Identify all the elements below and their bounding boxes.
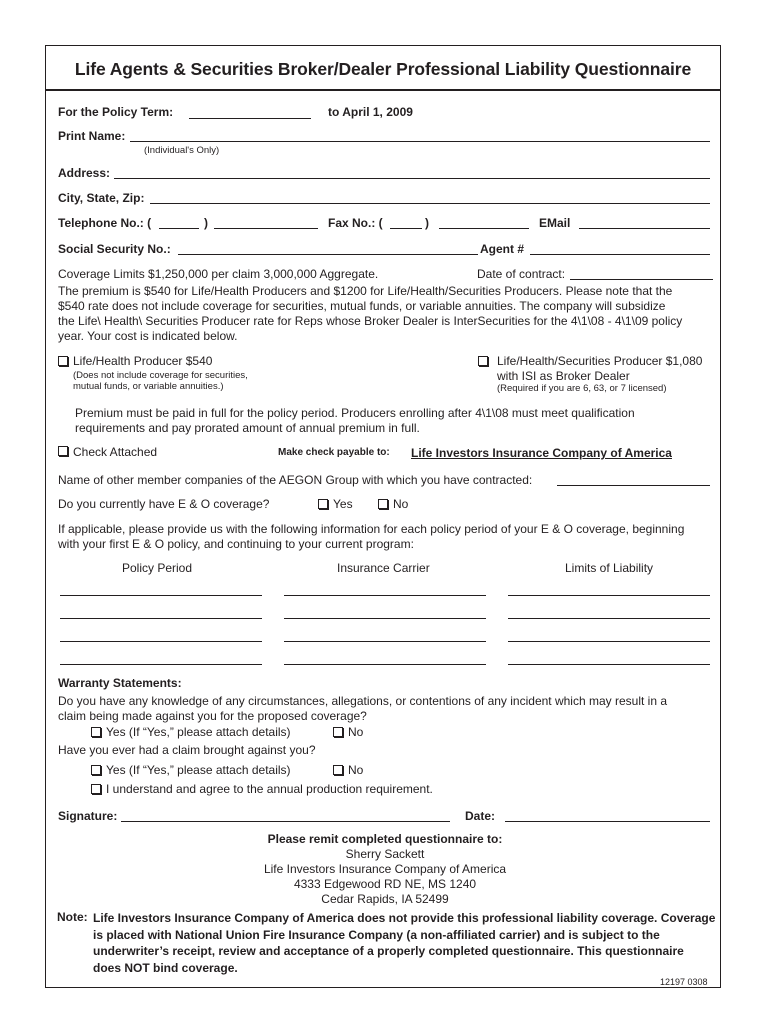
signature-label: Signature: (58, 809, 118, 823)
telephone-area-input[interactable] (159, 228, 199, 229)
payable-label: Make check payable to: (278, 447, 390, 458)
eo-instructions (58, 522, 718, 552)
limits-input[interactable] (508, 595, 710, 596)
remit-company: Life Investors Insurance Company of America (263, 862, 507, 876)
column-limits: Limits of Liability (565, 561, 654, 575)
premium-line: year. Your cost is indicated below. (58, 329, 238, 343)
column-policy-period: Policy Period (122, 561, 193, 575)
carrier-input[interactable] (284, 664, 486, 665)
address-label: Address: (58, 166, 111, 180)
note-label: Note: (57, 910, 88, 924)
securities-checkbox[interactable] (478, 356, 488, 366)
email-input[interactable] (579, 228, 710, 229)
note-line: Life Investors Insurance Company of America does not provide this professional liability coverage. Coverage (93, 911, 716, 925)
q1-no-label: No (348, 725, 364, 739)
print-name-label: Print Name: (58, 129, 126, 143)
form-number: 12197 0308 (660, 977, 708, 987)
remit-address (0, 847, 770, 907)
carrier-input[interactable] (284, 641, 486, 642)
email-label: EMail (539, 216, 571, 230)
life-health-note: (Does not include coverage for securities, (73, 370, 248, 381)
premium-line: $540 rate does not include coverage for securities, mutual funds, or variable annuities. The company will subsidize (58, 299, 666, 313)
q2-yes-label: Yes (If “Yes,” please attach details) (106, 763, 291, 777)
warranty-q1-line: Do you have any knowledge of any circumstances, allegations, or contentions of any incident which may result in a (58, 694, 667, 708)
carrier-input[interactable] (284, 595, 486, 596)
aegon-question: Name of other member companies of the AEGON Group with which you have contracted: (58, 473, 533, 487)
securities-label: Life/Health/Securities Producer $1,080 (497, 354, 703, 368)
q2-yes-checkbox[interactable] (91, 765, 101, 775)
remit-name: Sherry Sackett (345, 847, 425, 861)
warranty-q1-line: claim being made against you for the proposed coverage? (58, 709, 367, 723)
policy-term-label: For the Policy Term: (58, 105, 174, 119)
telephone-label: Telephone No.: ( (58, 216, 152, 230)
note-text (93, 910, 718, 976)
note-line: underwriter’s receipt, review and acceptance of a properly completed questionnaire. This questionnaire (93, 944, 684, 958)
city-input[interactable] (150, 203, 710, 204)
title-bar (46, 46, 720, 91)
agent-label: Agent # (480, 242, 525, 256)
life-health-checkbox[interactable] (58, 356, 68, 366)
date-of-contract-label: Date of contract: (477, 267, 566, 281)
aegon-input[interactable] (557, 485, 710, 486)
policy-period-input[interactable] (60, 641, 262, 642)
q1-no-checkbox[interactable] (333, 727, 343, 737)
premium-notice (75, 406, 715, 436)
life-health-label: Life/Health Producer $540 (73, 354, 213, 368)
agree-checkbox[interactable] (91, 784, 101, 794)
limits-input[interactable] (508, 618, 710, 619)
carrier-input[interactable] (284, 618, 486, 619)
eo-instructions-line: with your first E & O policy, and continuing to your current program: (58, 537, 414, 551)
signature-input[interactable] (121, 821, 450, 822)
payee: Life Investors Insurance Company of America (411, 446, 672, 460)
print-name-note: (Individual's Only) (144, 145, 220, 156)
policy-period-input[interactable] (60, 618, 262, 619)
premium-line: The premium is $540 for Life/Health Producers and $1200 for Life/Health/Securities Producers. Please note that the (58, 284, 673, 298)
note-line: does NOT bind coverage. (93, 960, 238, 975)
fax-paren: ) (425, 216, 429, 230)
telephone-paren: ) (204, 216, 208, 230)
warranty-q1 (58, 694, 718, 724)
premium-paragraph (58, 284, 718, 344)
policy-term-end: to April 1, 2009 (328, 105, 413, 119)
remit-city: Cedar Rapids, IA 52499 (321, 892, 449, 906)
note-line: is placed with National Union Fire Insurance Company (a non-affiliated carrier) and is subject to the (93, 927, 660, 942)
check-attached-label: Check Attached (73, 445, 158, 459)
date-of-contract-input[interactable] (570, 279, 713, 280)
date-input[interactable] (505, 821, 710, 822)
date-label: Date: (465, 809, 496, 823)
eo-no-label: No (393, 497, 409, 511)
q1-yes-label: Yes (If “Yes,” please attach details) (106, 725, 291, 739)
agree-label: I understand and agree to the annual production requirement. (106, 782, 433, 796)
column-insurance-carrier: Insurance Carrier (337, 561, 430, 575)
remit-heading: Please remit completed questionnaire to: (267, 832, 503, 846)
page-title: Life Agents & Securities Broker/Dealer Professional Liability Questionnaire (74, 59, 692, 79)
limits-input[interactable] (508, 641, 710, 642)
q2-no-checkbox[interactable] (333, 765, 343, 775)
telephone-input[interactable] (214, 228, 318, 229)
check-attached-checkbox[interactable] (58, 446, 68, 456)
premium-notice-line: requirements and pay prorated amount of annual premium in full. (75, 421, 420, 435)
address-input[interactable] (114, 178, 710, 179)
limits-input[interactable] (508, 664, 710, 665)
q1-yes-checkbox[interactable] (91, 727, 101, 737)
agent-input[interactable] (530, 254, 710, 255)
life-health-note: mutual funds, or variable annuities.) (73, 381, 224, 392)
policy-term-input[interactable] (189, 118, 311, 119)
eo-no-checkbox[interactable] (378, 499, 388, 509)
eo-yes-checkbox[interactable] (318, 499, 328, 509)
securities-note: (Required if you are 6, 63, or 7 licensed) (497, 383, 667, 394)
warranty-heading: Warranty Statements: (58, 676, 182, 690)
fax-label: Fax No.: ( (328, 216, 383, 230)
securities-label-line2: with ISI as Broker Dealer (497, 369, 630, 383)
policy-period-input[interactable] (60, 595, 262, 596)
fax-area-input[interactable] (390, 228, 422, 229)
eo-yes-label: Yes (333, 497, 353, 511)
city-label: City, State, Zip: (58, 191, 145, 205)
warranty-q2: Have you ever had a claim brought against you? (58, 743, 316, 757)
policy-period-input[interactable] (60, 664, 262, 665)
print-name-input[interactable] (130, 141, 710, 142)
ssn-input[interactable] (178, 254, 478, 255)
fax-input[interactable] (439, 228, 529, 229)
remit-street: 4333 Edgewood RD NE, MS 1240 (293, 877, 477, 891)
eo-instructions-line: If applicable, please provide us with the following information for each policy period of your E & O coverage, beginning (58, 522, 685, 536)
ssn-label: Social Security No.: (58, 242, 171, 256)
coverage-limits: Coverage Limits $1,250,000 per claim 3,000,000 Aggregate. (58, 267, 379, 281)
q2-no-label: No (348, 763, 364, 777)
premium-line: the Life\ Health\ Securities Producer rate for Reps whose Broker Dealer is InterSecurities for the 4\1\08 - 4\1\09 policy (58, 314, 683, 328)
premium-notice-line: Premium must be paid in full for the policy period. Producers enrolling after 4\1\08 must meet qualification (75, 406, 635, 420)
eo-question: Do you currently have E & O coverage? (58, 497, 270, 511)
